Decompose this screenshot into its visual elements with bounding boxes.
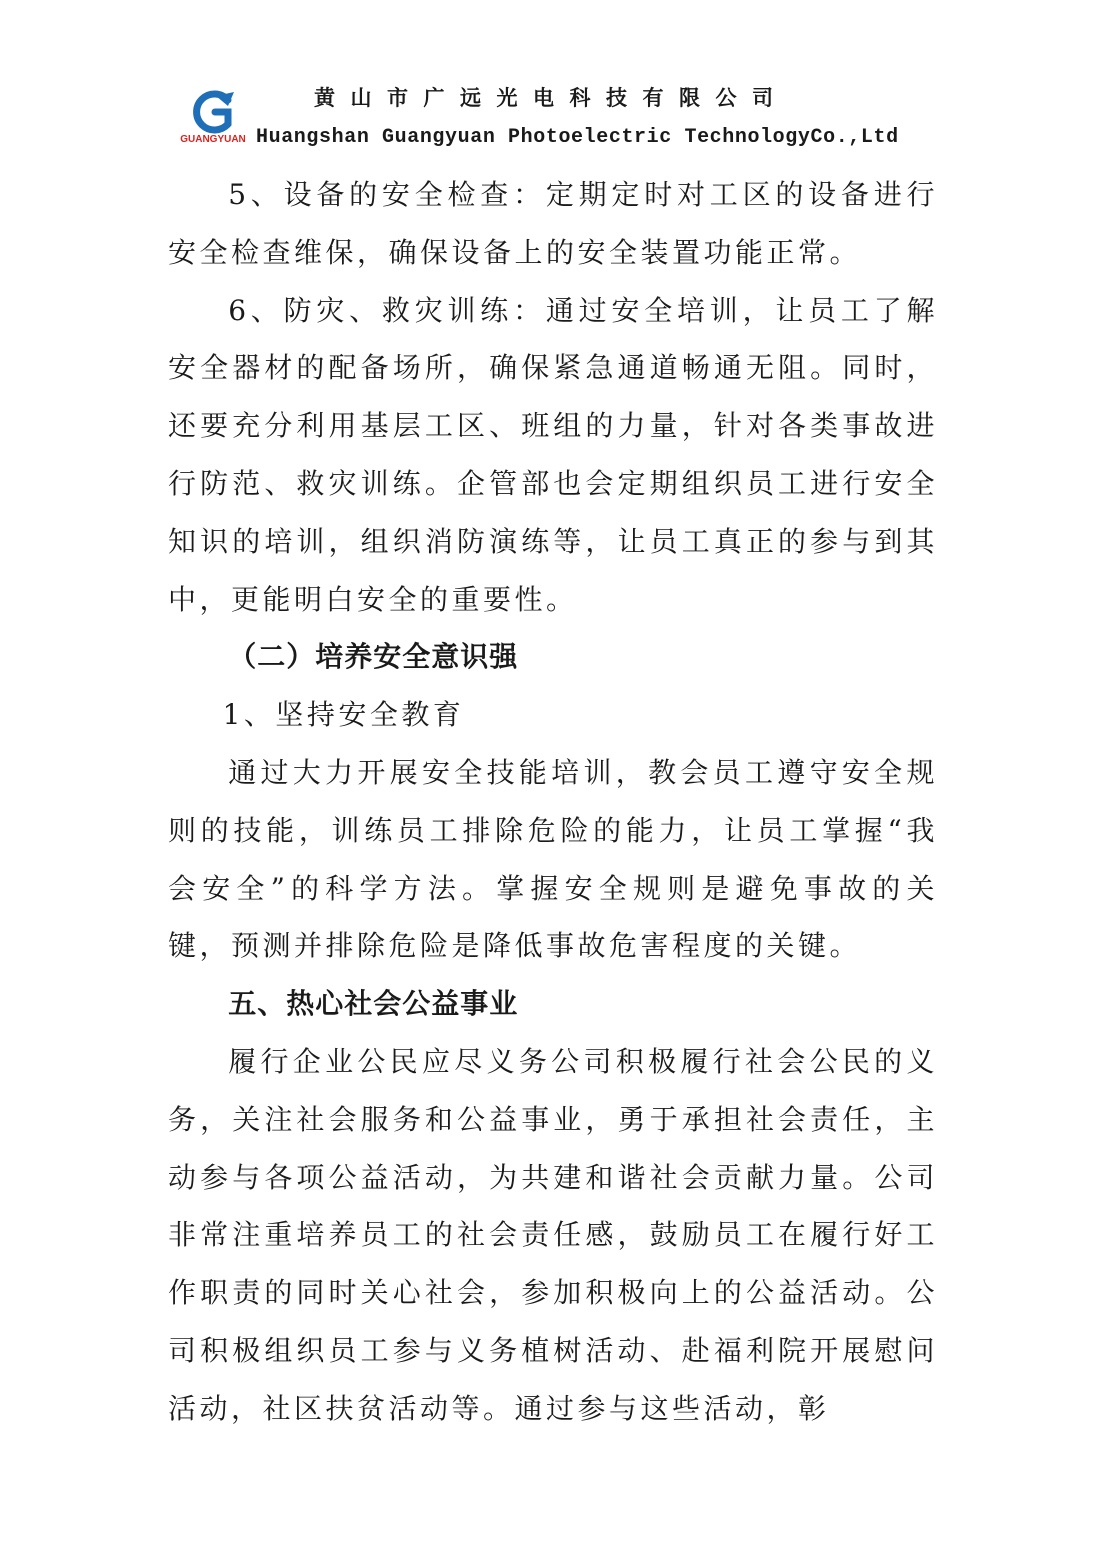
paragraph-disaster-training: 6、防灾、救灾训练：通过安全培训，让员工了解安全器材的配备场所，确保紧急通道畅通无阻。同时，还要充分利用基层工区、班组的力量，针对各类事故进行防范、救灾训练。企管部也会定期组织员工进行安全知识的培训，组织消防演练等，让员工真正的参与到其中，更能明白安全的重要性。 (168, 293, 938, 616)
section-heading-public-welfare: 五、热心社会公益事业 (228, 987, 519, 1021)
letterhead (0, 0, 1102, 160)
section-heading-safety-awareness: （二）培养安全意识强 (228, 640, 519, 674)
document-body (168, 166, 938, 1438)
paragraph-equipment-inspection: 5、设备的安全检查：定期定时对工区的设备进行安全检查维保，确保设备上的安全装置功能正常。 (168, 178, 938, 269)
company-logo (176, 90, 250, 152)
logo-g-icon (188, 90, 238, 134)
logo-text: GUANGYUAN (180, 134, 246, 145)
company-name-chinese: 黄山市广远光电科技有限公司 (314, 86, 789, 110)
subheading-safety-education: 1、坚持安全教育 (222, 698, 465, 732)
paragraph-public-welfare: 履行企业公民应尽义务公司积极履行社会公民的义务，关注社会服务和公益事业，勇于承担社会责任，主动参与各项公益活动，为共建和谐社会贡献力量。公司非常注重培养员工的社会责任感，鼓励员工在履行好工作职责的同时关心社会，参加积极向上的公益活动。公司积极组织员工参与义务植树活动、赴福利院开展慰问活动，社区扶贫活动等。通过参与这些活动，彰 (168, 1044, 938, 1425)
company-name-english: Huangshan Guangyuan Photoelectric TechnologyCo.,Ltd (256, 126, 899, 149)
paragraph-safety-training: 通过大力开展安全技能培训，教会员工遵守安全规则的技能，训练员工排除危险的能力，让员工掌握“我会安全”的科学方法。掌握安全规则是避免事故的关键，预测并排除危险是降低事故危害程度的关键。 (168, 755, 938, 963)
